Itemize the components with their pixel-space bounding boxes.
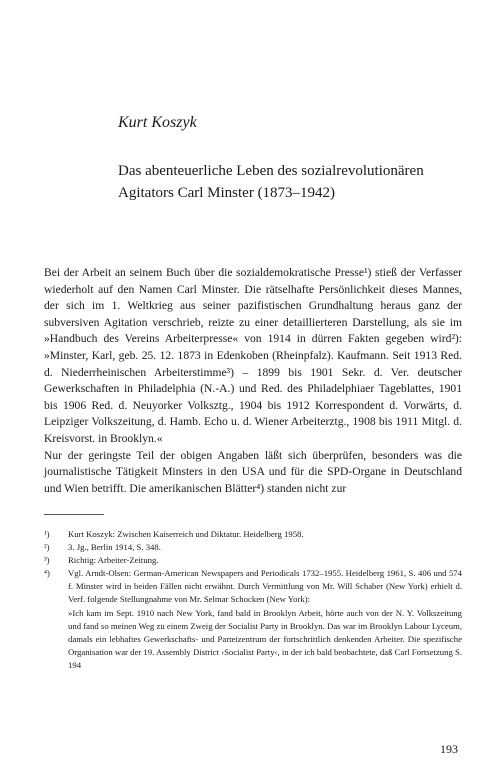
- footnote-text: Kurt Koszyk: Zwischen Kaiserreich und Diktatur. Heidelberg 1958.: [68, 529, 304, 539]
- footnote-text: Richtig: Arbeiter-Zeitung.: [68, 555, 159, 566]
- footnote-number: ¹): [44, 529, 50, 539]
- footnote: [44, 554, 462, 567]
- footnote-quote: [44, 607, 462, 672]
- title-line-2: Agitators Carl Minster (1873–1942): [118, 185, 336, 201]
- footnote: [44, 528, 462, 541]
- footnote-number: ⁴): [44, 568, 50, 579]
- footnote-number: ²): [44, 542, 50, 553]
- footnote: [44, 541, 462, 554]
- footnote-number: ³): [44, 555, 50, 566]
- title-line-1: Das abenteuerliche Leben des sozialrevolutionären: [118, 163, 424, 179]
- article-title: [118, 160, 448, 204]
- page-number: 193: [440, 742, 458, 756]
- footnote-text: »Ich kam im Sept. 1910 nach New York, fand bald in Brooklyn Arbeit, hörte auch von der N. Y. Volkszeitung und fand so meinen Weg zu einem Zweig der Socialist Party in Brooklyn. Das war im Brooklyn Labour Lyceum, damals ein lebhaftes Gewerkschafts- und Parteizentrum der fortschrittlich denkenden Arbeiter. Die spezifische Organisation war der 19. Assembly District ›Socialist Party‹, in der ich bald beobachtete, daß Carl Fortsetzung S. 194: [68, 607, 462, 670]
- footnotes: [44, 528, 462, 672]
- footnote-text: 3. Jg., Berlin 1914, S. 348.: [68, 542, 161, 553]
- footnote-number: [44, 607, 68, 672]
- footnote-divider: [44, 514, 104, 515]
- footnote: [44, 567, 462, 606]
- body-paragraph-2: Nur der geringste Teil der obigen Angaben läßt sich überprüfen, besonders was die journalistische Tätigkeit Minsters in den USA und für die SPD-Organe in Deutschland und Wien betrifft. Die amerikanischen Blätter⁴) standen nicht zur: [44, 448, 462, 495]
- footnote-text: Vgl. Arndt-Olsen: German-American Newspapers and Periodicals 1732–1955. Heidelberg 1961, S. 406 und 574 f. Minster wird in beiden Fällen nicht erwähnt. Durch Vermittlung von Mr. Will Schaber (New York) erhielt d. Verf. folgende Stellungnahme von Mr. Selmar Schocken (New York):: [68, 568, 462, 605]
- body-paragraph-1: Bei der Arbeit an seinem Buch über die sozialdemokratische Presse¹) stieß der Verfasser wiederholt auf den Namen Carl Minster. Die rätselhafte Persönlichkeit dieses Mannes, der sich im 1. Weltkrieg aus seiner pazifistischen Grundhaltung heraus ganz der subversiven Agitation verschrieb, reizte zu einer detaillierteren Darstellung, als sie im »Handbuch des Vereins Arbeiterpresse« von 1914 in dürren Fakten gegeben wird²): »Minster, Karl, geb. 25. 12. 1873 in Edenkoben (Rheinpfalz). Kaufmann. Seit 1913 Red. d. Niederrheinischen Arbeiterstimme³) – 1899 bis 1901 Sekr. d. Ver. deutscher Gewerkschaften in Philadelphia (N.-A.) und Red. des Philadelphiaer Tageblattes, 1901 bis 1906 Red. d. Neuyorker Volksztg., 1904 bis 1912 Korrespondent d. Vorwärts, d. Leipziger Volkszeitung, d. Hamb. Echo u. d. Wiener Arbeiterztg., 1908 bis 1911 Mitgl. d. Kreisvorst. in Brooklyn.«: [44, 266, 462, 445]
- body-text: [44, 265, 462, 497]
- author-name: Kurt Koszyk: [118, 114, 197, 131]
